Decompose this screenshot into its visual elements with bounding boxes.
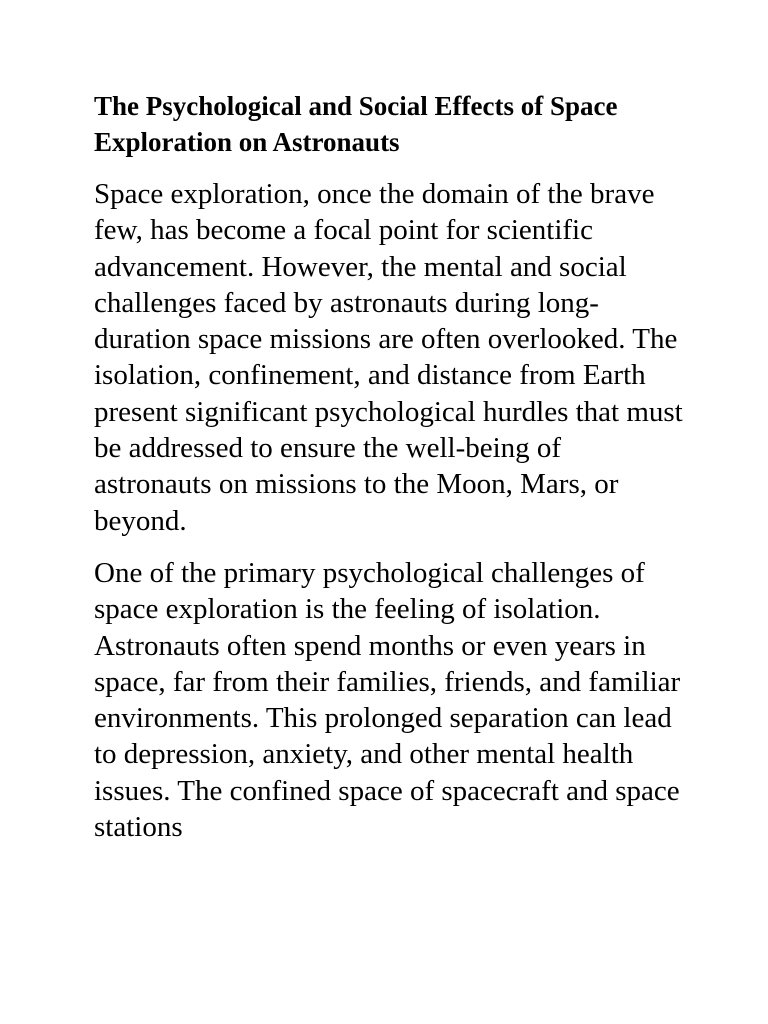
- document-title: The Psychological and Social Effects of Space Exploration on Astronauts: [94, 91, 618, 157]
- paragraph-intro: Space exploration, once the domain of the brave few, has become a focal point for scientific advancement. However, the mental and social challenges faced by astronauts during long-duration space missions are often overlooked. The isolation, confinement, and distance from Earth present significant psychological hurdles that must be addressed to ensure the well-being of astronauts on missions to the Moon, Mars, or beyond.: [94, 178, 683, 537]
- document-body: [94, 88, 684, 861]
- paragraph-isolation: One of the primary psychological challenges of space exploration is the feeling of isolation. Astronauts often spend months or even years in space, far from their families, friends, and familiar environments. This prolonged separation can lead to depression, anxiety, and other mental health issues. The confined space of spacecraft and space stations: [94, 556, 681, 844]
